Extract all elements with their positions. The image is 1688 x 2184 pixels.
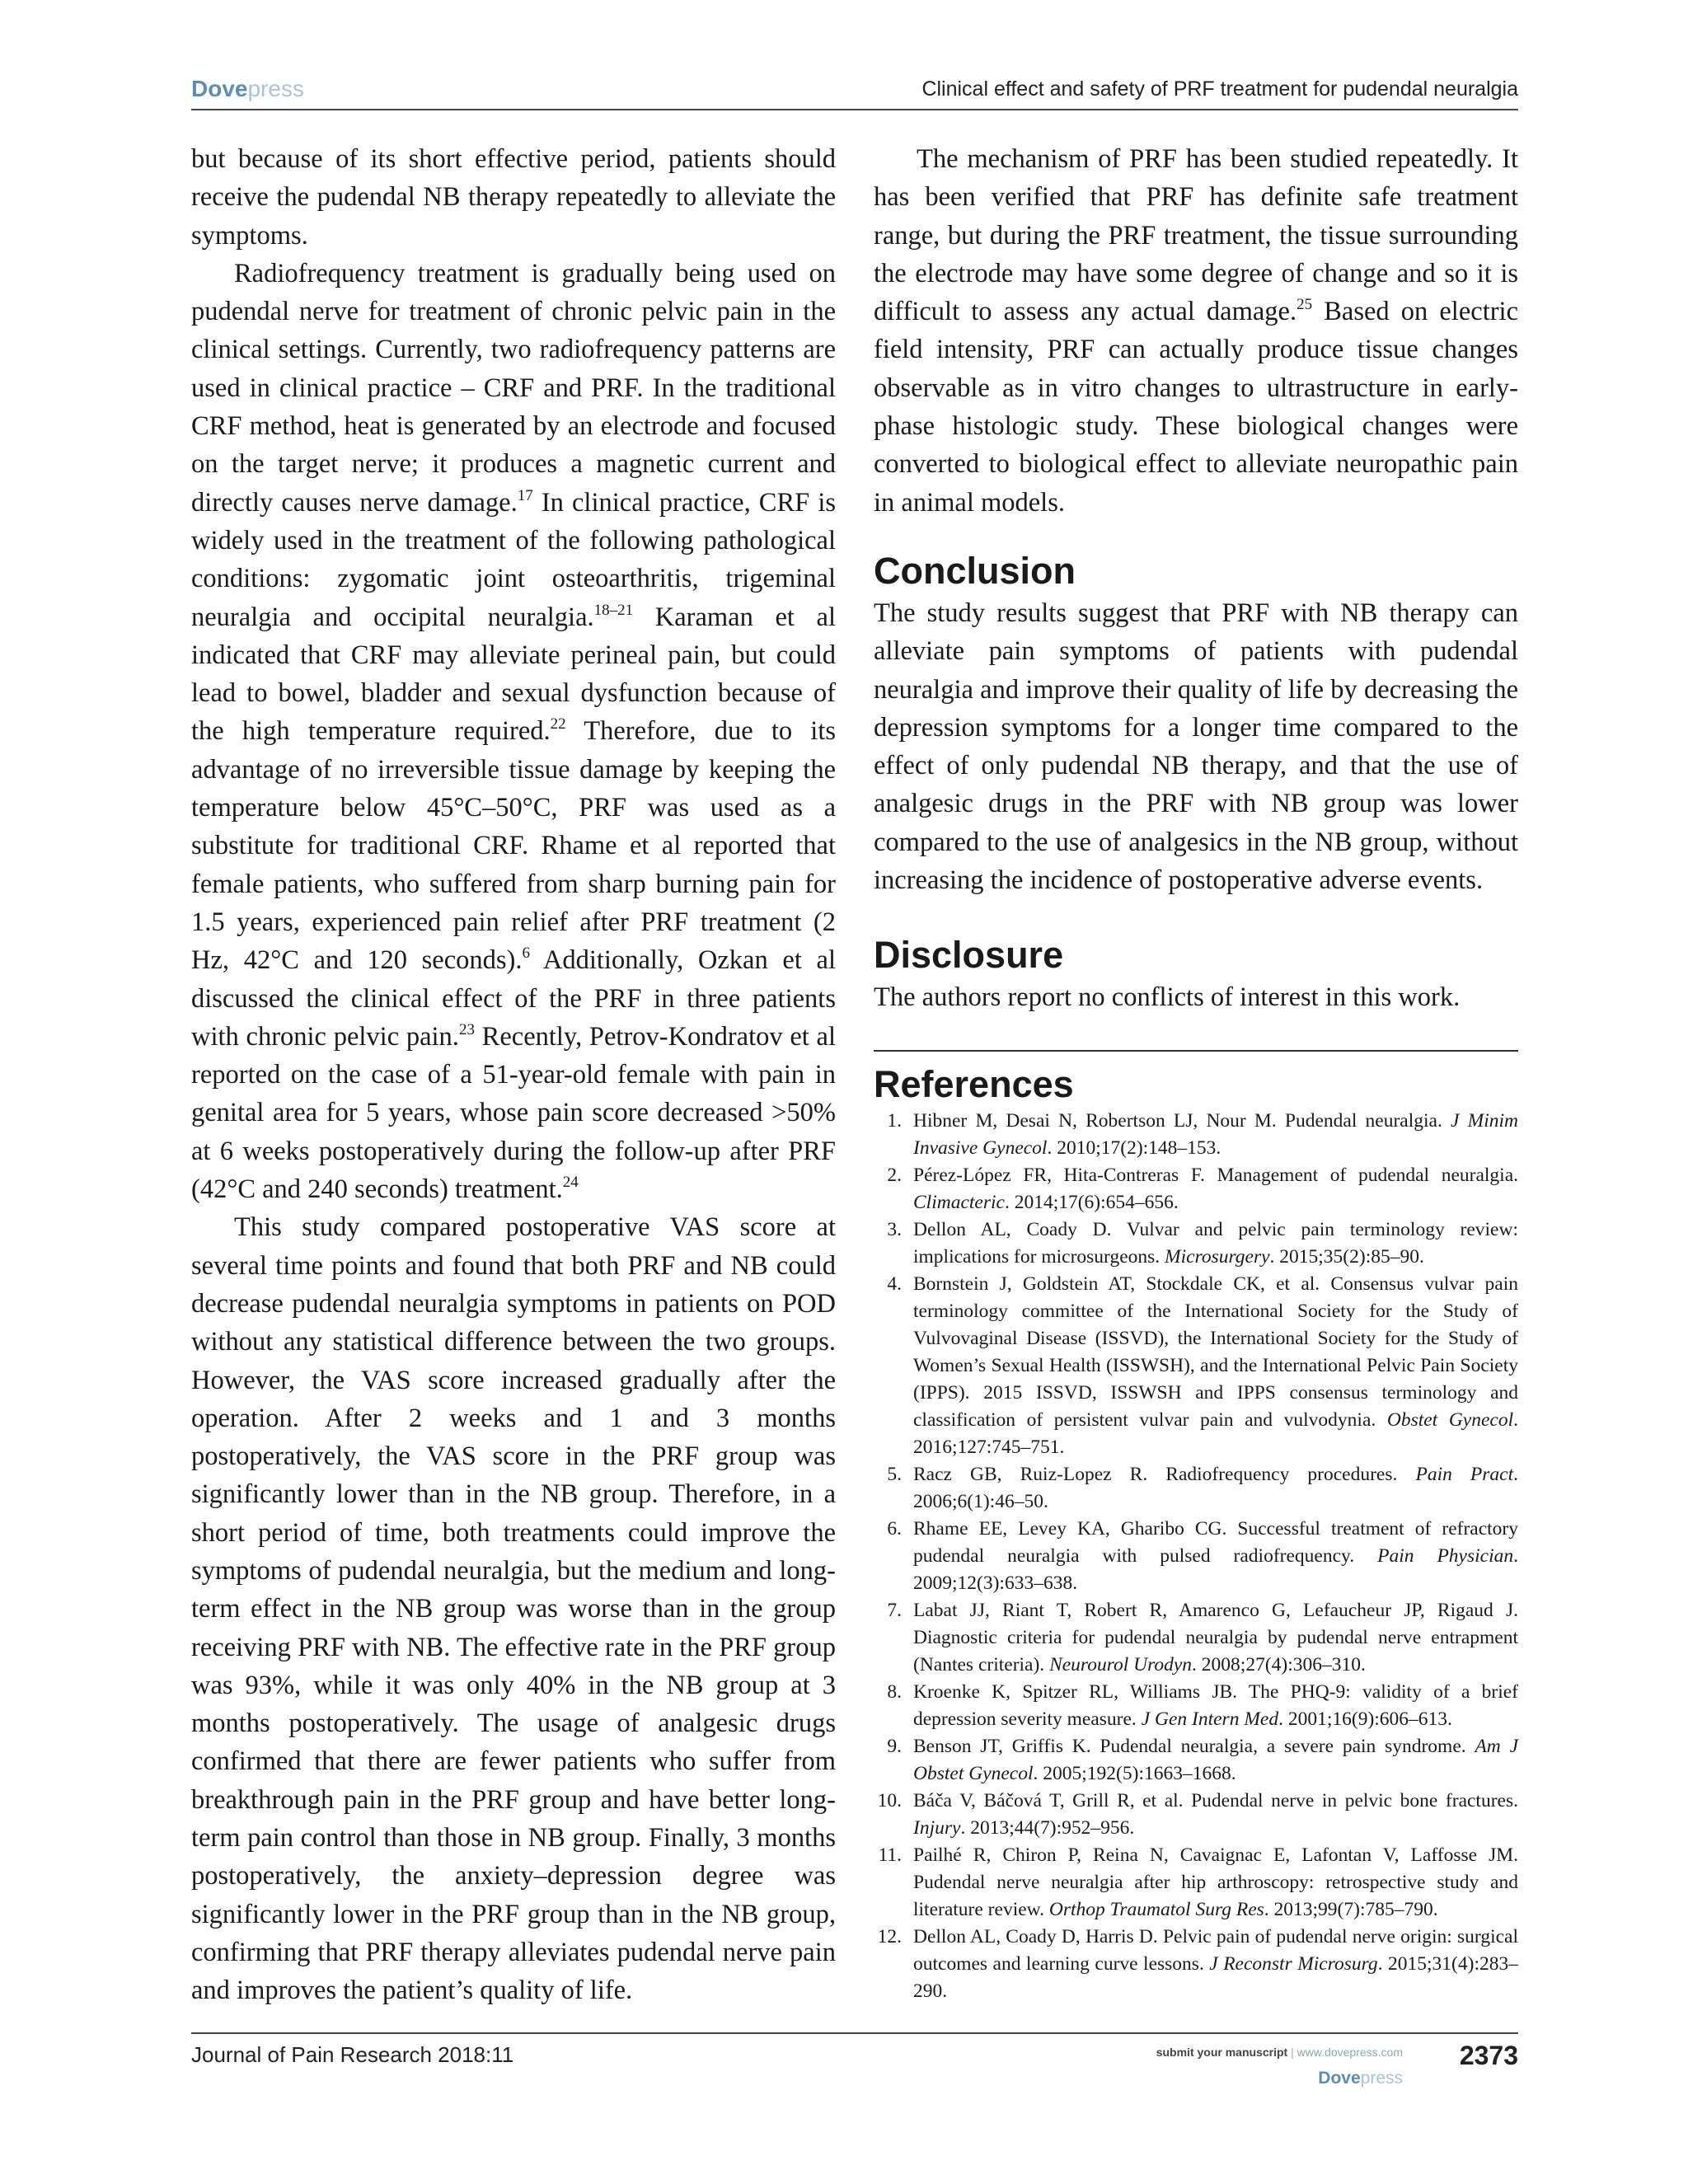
reference-text: Pérez-López FR, Hita-Contreras F. Management of pudendal neuralgia. xyxy=(913,1164,1518,1186)
reference-number: 9. xyxy=(887,1735,902,1757)
reference-number: 5. xyxy=(887,1463,902,1485)
citation: 18–21 xyxy=(593,601,634,619)
submit-url: www.dovepress.com xyxy=(1296,2046,1403,2059)
reference-citation: . 2013;99(7):785–790. xyxy=(1264,1898,1438,1920)
reference-journal: J Reconstr Microsurg xyxy=(1209,1952,1378,1975)
citation: 24 xyxy=(562,1174,579,1192)
reference-text: Dellon AL, Coady D, Harris D. Pelvic pain of pudendal nerve origin: surgical outcomes and learning curve lessons. xyxy=(913,1925,1518,1975)
logo-dove: Dove xyxy=(191,76,248,101)
reference-number: 10. xyxy=(877,1789,902,1811)
reference-number: 7. xyxy=(887,1599,902,1621)
left-column xyxy=(191,140,836,2010)
reference-number: 1. xyxy=(887,1109,902,1132)
citation: 6 xyxy=(522,944,530,963)
paragraph-text: Therefore, due to its advantage of no irreversible tissue damage by keeping the temperature below 45°C–50°C, PRF was used as a substitute for traditional CRF. Rhame et al reported that female patients, who suffered from sharp burning pain for 1.5 years, experienced pain relief after PRF treatment (2 Hz, 42°C and 120 seconds). xyxy=(191,716,837,976)
citation: 17 xyxy=(517,486,533,504)
reference-text: Labat JJ, Riant T, Robert R, Amarenco G, Lefaucheur JP, Rigaud J. Diagnostic criteria for pudendal neuralgia by pudendal nerve entrapment (Nantes criteria). xyxy=(913,1599,1518,1675)
dovepress-logo xyxy=(191,76,304,102)
reference-citation: . 2008;27(4):306–310. xyxy=(1192,1653,1366,1675)
paragraph-2 xyxy=(191,255,836,1208)
reference-number: 3. xyxy=(887,1218,902,1240)
paragraph-text: Additionally, Ozkan et al discussed the clinical effect of the PRF in three patients with chronic pelvic pain. xyxy=(191,945,836,1052)
citation: 25 xyxy=(1296,296,1313,314)
citation: 23 xyxy=(458,1020,475,1038)
reference-citation: . 2010;17(2):148–153. xyxy=(1047,1137,1221,1159)
reference-text: Bornstein J, Goldstein AT, Stockdale CK, et al. Consensus vulvar pain terminology committee of the International Society for the Study of Vulvovaginal Disease (ISSVD), the International Society for the Study of Women’s Sexual Health (ISSWSH), and the International Pelvic Pain Society (IPPS). 2015 ISSVD, ISSWSH and IPPS consensus terminology and classification of persistent vulvar pain and vulvodynia. xyxy=(913,1272,1518,1431)
reference-item xyxy=(874,1679,1518,1733)
submit-manuscript-link[interactable] xyxy=(1156,2046,1403,2059)
page-footer xyxy=(191,2032,1518,2088)
right-column xyxy=(874,140,1518,2005)
page-header xyxy=(191,73,1518,110)
reference-text: Báča V, Báčová T, Grill R, et al. Pudendal nerve in pelvic bone fractures. xyxy=(913,1789,1518,1811)
reference-item xyxy=(874,1733,1518,1788)
reference-text: Pailhé R, Chiron P, Reina N, Cavaignac E, Lafontan V, Laffosse JM. Pudendal nerve neuralgia after hip arthroscopy: retrospective study and literature review. xyxy=(913,1844,1518,1920)
reference-journal: Neurourol Urodyn xyxy=(1049,1653,1193,1675)
paragraph-text: Recently, Petrov-Kondratov et al reported on the case of a 51-year-old female with pain in genital area for 5 years, whose pain score decreased >50% at 6 weeks postoperatively during the follow-up after PRF (42°C and 240 seconds) treatment. xyxy=(191,1021,836,1205)
footer-logo-dove: Dove xyxy=(1318,2069,1361,2088)
reference-number: 8. xyxy=(887,1680,902,1703)
reference-journal: J Minim Invasive Gynecol xyxy=(913,1109,1518,1159)
reference-journal: Am J Obstet Gynecol xyxy=(913,1735,1518,1784)
reference-item xyxy=(874,1216,1518,1271)
conclusion-heading: Conclusion xyxy=(874,549,1076,592)
reference-journal: Climacteric xyxy=(913,1191,1005,1213)
conclusion-text: The study results suggest that PRF with NB therapy can alleviate pain symptoms of patients with pudendal neuralgia and improve their quality of life by decreasing the depression symptoms for a longer time compared to the effect of only pudendal NB therapy, and that the use of analgesic drugs in the PRF with NB group was lower compared to the use of analgesics in the NB group, without increasing the incidence of postoperative adverse events. xyxy=(874,598,1518,896)
reference-item xyxy=(874,1842,1518,1924)
references-divider xyxy=(874,1050,1518,1052)
disclosure-text: The authors report no conflicts of interest in this work. xyxy=(874,982,1461,1013)
journal-citation: Journal of Pain Research 2018:11 xyxy=(191,2042,514,2067)
paragraph-mechanism xyxy=(874,140,1518,522)
reference-item xyxy=(874,1516,1518,1597)
reference-item xyxy=(874,1924,1518,2005)
running-title: Clinical effect and safety of PRF treatment for pudendal neuralgia xyxy=(921,77,1518,101)
reference-citation: . 2015;31(4):283–290. xyxy=(913,1952,1518,2002)
reference-text: Rhame EE, Levey KA, Gharibo CG. Successful treatment of refractory pudendal neuralgia with pulsed radiofrequency. xyxy=(913,1517,1518,1567)
reference-item xyxy=(874,1162,1518,1216)
reference-item xyxy=(874,1788,1518,1842)
reference-number: 2. xyxy=(887,1164,902,1186)
disclosure-heading: Disclosure xyxy=(874,934,1064,977)
paragraph-3: This study compared postoperative VAS score at several time points and found that both PRF and NB could decrease pudendal neuralgia symptoms in patients on POD without any statistical difference between the two groups. However, the VAS score increased gradually after the operation. After 2 weeks and 1 and 3 months postoperatively, the VAS score in the PRF group was significantly lower than in the NB group. Therefore, in a short period of time, both treatments could improve the symptoms of pudendal neuralgia, but the medium and long-term effect in the NB group was worse than in the group receiving PRF with NB. The effective rate in the PRF group was 93%, while it was only 40% in the NB group at 3 months postoperatively. The usage of analgesic drugs confirmed that there are fewer patients who suffer from breakthrough pain in the PRF group and have better long-term pain control than those in NB group. Finally, 3 months postoperatively, the anxiety–depression degree was significantly lower in the PRF group than in the NB group, confirming that PRF therapy alleviates pudendal nerve pain and improves the patient’s quality of life. xyxy=(191,1212,836,2006)
reference-citation: . 2006;6(1):46–50. xyxy=(913,1463,1519,1512)
reference-text: Benson JT, Griffis K. Pudendal neuralgia, a severe pain syndrome. xyxy=(913,1735,1475,1757)
reference-number: 11. xyxy=(878,1844,902,1866)
reference-citation: . 2013;44(7):952–956. xyxy=(960,1816,1135,1839)
reference-journal: Microsurgery xyxy=(1165,1245,1270,1268)
reference-journal: Obstet Gynecol xyxy=(1386,1408,1514,1431)
reference-citation: . 2001;16(9):606–613. xyxy=(1278,1708,1452,1730)
paragraph-text: Karaman et al indicated that CRF may alleviate perineal pain, but could lead to bowel, bladder and sexual dysfunction because of the high temperature required. xyxy=(191,602,836,747)
page-number: 2373 xyxy=(1459,2041,1518,2070)
reference-journal: Injury xyxy=(913,1816,961,1839)
reference-journal: Pain Pract xyxy=(1415,1463,1514,1485)
reference-item xyxy=(874,1461,1518,1516)
submit-label: submit your manuscript xyxy=(1156,2046,1288,2059)
paragraph-text: Radiofrequency treatment is gradually being used on pudendal nerve for treatment of chronic pelvic pain in the clinical settings. Currently, two radiofrequency patterns are used in clinical practice – CRF and PRF. In the traditional CRF method, heat is generated by an electrode and focused on the target nerve; it produces a magnetic current and directly causes nerve damage. xyxy=(191,258,836,518)
reference-citation: . 2014;17(6):654–656. xyxy=(1004,1191,1179,1213)
citation: 22 xyxy=(550,715,566,733)
footer-logo-press: press xyxy=(1360,2069,1403,2088)
logo-press: press xyxy=(247,76,304,101)
reference-item xyxy=(874,1108,1518,1162)
reference-citation: . 2015;35(2):85–90. xyxy=(1269,1245,1424,1268)
reference-journal: Orthop Traumatol Surg Res xyxy=(1048,1898,1264,1920)
paragraph-text: In clinical practice, CRF is widely used in the treatment of the following pathological conditions: zygomatic joint osteoarthritis, trigeminal neuralgia and occipital neuralgia. xyxy=(191,487,837,632)
reference-journal: J Gen Intern Med xyxy=(1141,1708,1279,1730)
reference-citation: . 2016;127:745–751. xyxy=(913,1408,1518,1458)
reference-citation: . 2009;12(3):633–638. xyxy=(913,1544,1518,1594)
reference-number: 6. xyxy=(887,1517,902,1540)
reference-journal: Pain Physician xyxy=(1377,1544,1514,1567)
reference-text: Racz GB, Ruiz-Lopez R. Radiofrequency procedures. xyxy=(913,1463,1416,1485)
reference-text: Hibner M, Desai N, Robertson LJ, Nour M. Pudendal neuralgia. xyxy=(913,1109,1451,1132)
submit-separator: | xyxy=(1287,2046,1297,2059)
footer-dovepress-logo xyxy=(1318,2069,1403,2088)
paragraph-text: The mechanism of PRF has been studied repeatedly. It has been verified that PRF has definite safe treatment range, but during the PRF treatment, the tissue surrounding the electrode may have some degree of change and so it is difficult to assess any actual damage. xyxy=(874,144,1518,327)
reference-text: Dellon AL, Coady D. Vulvar and pelvic pain terminology review: implications for microsurgeons. xyxy=(913,1218,1518,1268)
reference-item xyxy=(874,1597,1518,1679)
paragraph-text: Based on electric field intensity, PRF can actually produce tissue changes observable as in vitro changes to ultrastructure in early-phase histologic study. These biological changes were converted to biological effect to alleviate neuropathic pain in animal models. xyxy=(874,297,1518,518)
references-heading: References xyxy=(874,1062,1074,1105)
references-list xyxy=(874,1108,1518,2005)
reference-number: 12. xyxy=(877,1925,902,1947)
paragraph-1: but because of its short effective period, patients should receive the pudendal NB therapy repeatedly to alleviate the symptoms. xyxy=(191,144,836,251)
reference-item xyxy=(874,1271,1518,1461)
reference-number: 4. xyxy=(887,1272,902,1295)
reference-citation: . 2005;192(5):1663–1668. xyxy=(1033,1762,1236,1784)
reference-text: Kroenke K, Spitzer RL, Williams JB. The PHQ-9: validity of a brief depression severity measure. xyxy=(913,1680,1518,1730)
